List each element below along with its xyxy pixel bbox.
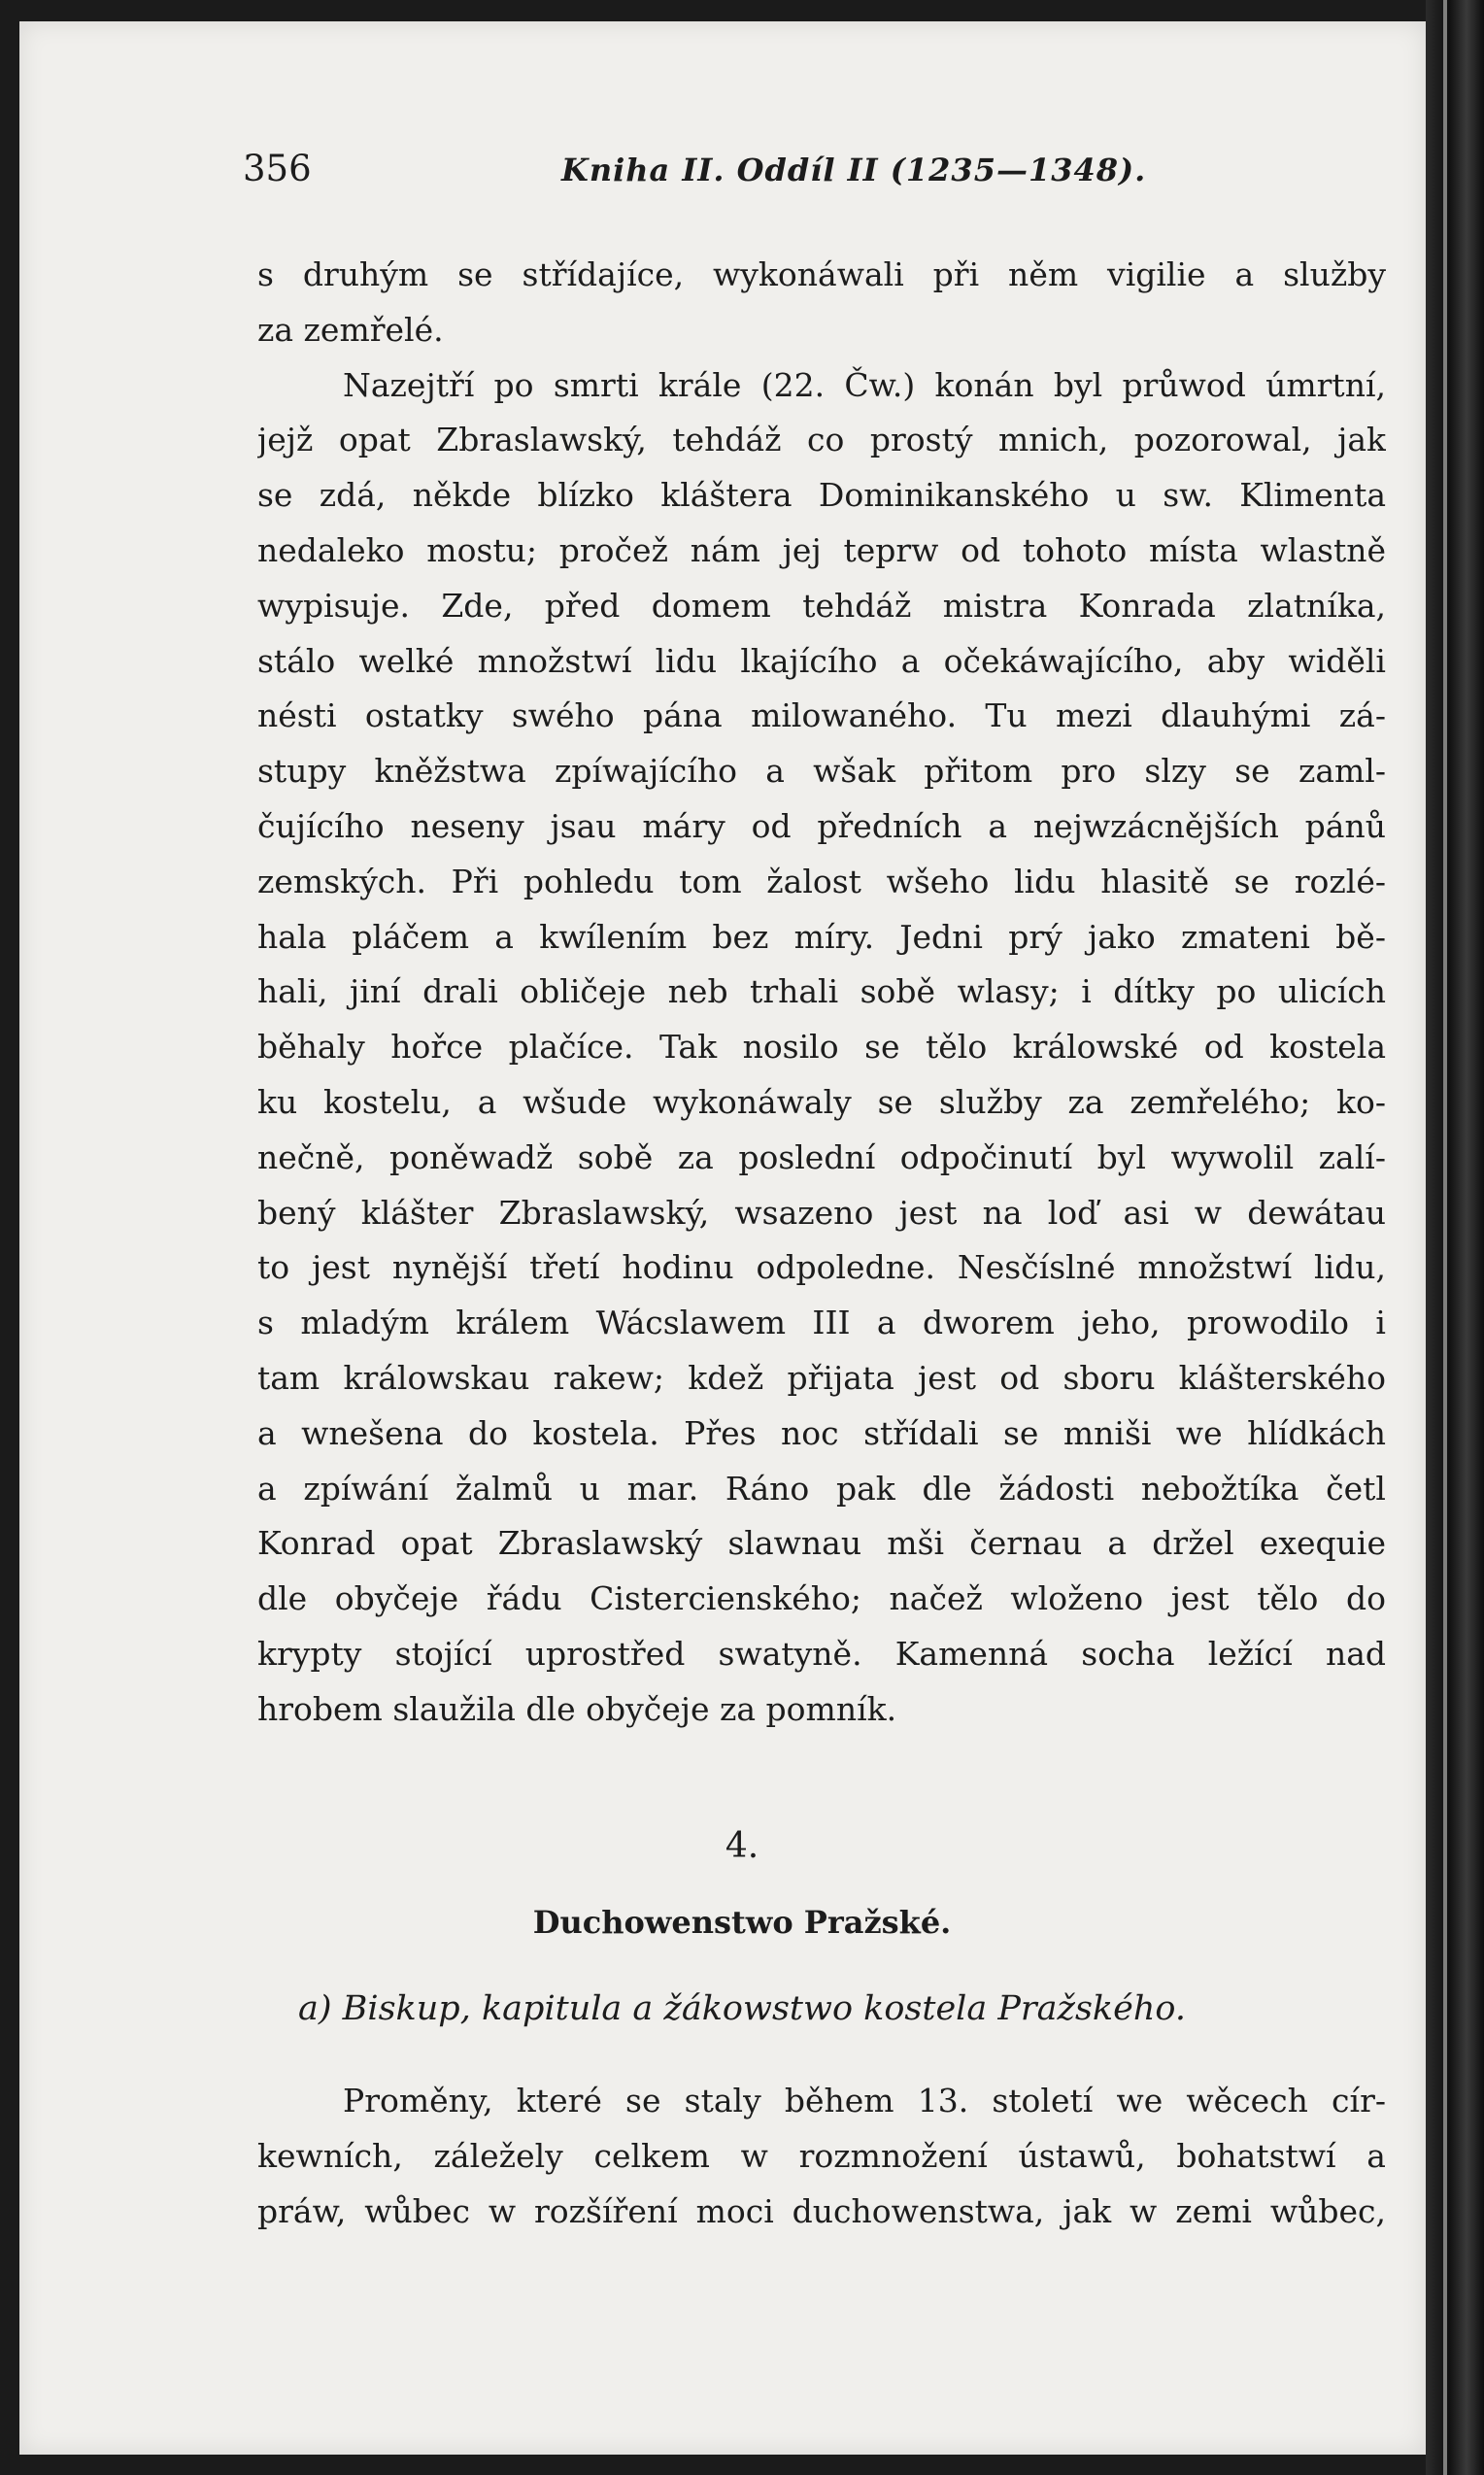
subsection-title: a) Biskup, kapitula a žákowstwo kostela Pražského. <box>298 1989 1186 2028</box>
text-line: čujícího neseny jsau máry od předních a nejwzácnějších pánů <box>257 806 1386 845</box>
text-line: stupy kněžstwa zpíwajícího a wšak přitom pro slzy se zaml- <box>257 752 1386 791</box>
text-line: s mladým králem Wácslawem III a dworem jeho, prowodilo i <box>257 1304 1386 1342</box>
text-line: kewních, záležely celkem w rozmnožení ústawů, bohatstwí a <box>257 2136 1386 2175</box>
text-line: hala pláčem a kwílením bez míry. Jedni prý jako zmateni bě- <box>257 917 1386 956</box>
text-line: hali, jiní drali obličeje neb trhali sobě wlasy; i dítky po ulicích <box>257 972 1386 1011</box>
text-line: a wnešena do kostela. Přes noc střídali se mniši we hlídkách <box>257 1413 1386 1452</box>
text-line: to jest nynější třetí hodinu odpoledne. Nesčíslné množstwí lidu, <box>257 1248 1386 1287</box>
text-line: dle obyčeje řádu Cistercienského; načež wloženo jest tělo do <box>257 1579 1386 1618</box>
main-text <box>257 248 1386 1738</box>
text-line: jejž opat Zbraslawský, tehdáž co prostý mnich, pozorowal, jak <box>257 421 1386 459</box>
text-line: tam králowskau rakew; kdež přijata jest od sboru klášterského <box>257 1358 1386 1397</box>
text-line: ku kostelu, a wšude wykonáwaly se služby za zemřelého; ko- <box>257 1082 1386 1121</box>
text-line: se zdá, někde blízko kláštera Dominikanského u sw. Klimenta <box>257 476 1386 515</box>
text-line: Konrad opat Zbraslawský slawnau mši černau a držel exequie <box>257 1524 1386 1563</box>
text-line: práw, wůbec w rozšíření moci duchowenstwa, jak w zemi wůbec, <box>257 2191 1386 2230</box>
text-line: nečně, poněwadž sobě za poslední odpočinutí byl wywolil zalí- <box>257 1137 1386 1176</box>
book-gutter <box>1426 0 1484 2475</box>
running-head: Kniha II. Oddíl II (1235—1348). <box>561 152 1147 188</box>
text-line: krypty stojící uprostřed swatyně. Kamenná socha ležící nad <box>257 1634 1386 1673</box>
text-line: a zpíwání žalmů u mar. Ráno pak dle žádosti nebožtíka četl <box>257 1469 1386 1508</box>
text-line: hrobem slaužila dle obyčeje za pomník. <box>257 1689 897 1728</box>
gutter-edge <box>1443 0 1447 2475</box>
text-line: zemských. Při pohledu tom žalost wšeho lidu hlasitě se rozlé- <box>257 862 1386 900</box>
text-line: stálo welké množstwí lidu lkajícího a očekáwajícího, aby widěli <box>257 641 1386 680</box>
text-line: s druhým se střídajíce, wykonáwali při něm vigilie a služby <box>257 255 1386 293</box>
text-line: nedaleko mostu; pročež nám jej teprw od tohoto místa wlastně <box>257 530 1386 569</box>
text-line: bený klášter Zbraslawský, wsazeno jest na loď asi w dewátau <box>257 1193 1386 1232</box>
text-line: Nazejtří po smrti krále (22. Čw.) konán byl průwod úmrtní, <box>343 365 1386 404</box>
section-text <box>257 2074 1386 2239</box>
text-line: běhaly hořce plačíce. Tak nosilo se tělo králowské od kostela <box>257 1028 1386 1067</box>
section-number: 4. <box>725 1826 759 1866</box>
text-line: Proměny, které se staly během 13. století we wěcech cír- <box>343 2082 1386 2119</box>
text-line: nésti ostatky swého pána milowaného. Tu mezi dlauhými zá- <box>257 696 1386 735</box>
text-line: wypisuje. Zde, před domem tehdáž mistra Konrada zlatníka, <box>257 586 1386 625</box>
page-number: 356 <box>243 148 312 189</box>
section-title: Duchowenstwo Pražské. <box>532 1904 952 1941</box>
text-line: za zemřelé. <box>257 310 444 349</box>
